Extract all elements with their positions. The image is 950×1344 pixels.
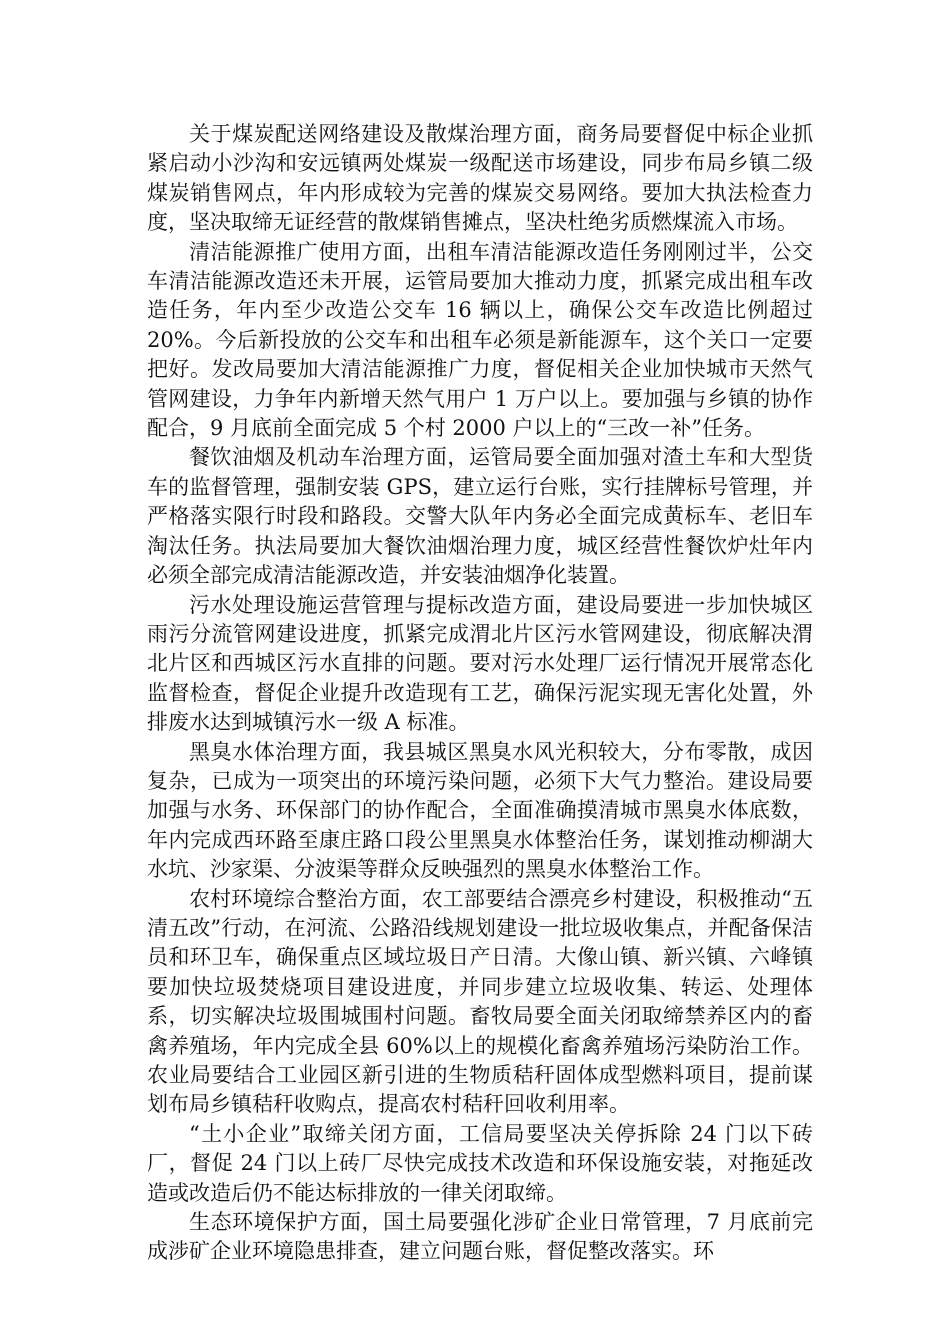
- paragraph-fumes-vehicles: 餐饮油烟及机动车治理方面，运管局要全面加强对渣土车和大型货车的监督管理，强制安装 GPS，建立运行台账，实行挂牌标号管理，并严格落实限行时段和路段。交警大队年内务必全面完成黄标车、老旧车淘汰任务。执法局要加大餐饮油烟治理力度，城区经营性餐饮炉灶年内必须全部完成清洁能源改造，并安装油烟净化装置。: [147, 445, 813, 588]
- paragraph-small-enterprises: “土小企业”取缔关闭方面，工信局要坚决关停拆除 24 门以下砖厂，督促 24 门以上砖厂尽快完成技术改造和环保设施安装，对拖延改造或改造后仍不能达标排放的一律关闭取缔。: [147, 1121, 813, 1205]
- paragraph-clean-energy: 清洁能源推广使用方面，出租车清洁能源改造任务刚刚过半，公交车清洁能源改造还未开展，运管局要加大推动力度，抓紧完成出租车改造任务，年内至少改造公交车 16 辆以上，确保公交车改造比例超过 20%。今后新投放的公交车和出租车必须是新能源车，这个关口一定要把好。发改局要加大清洁能源推广力度，督促相关企业加快城市天然气管网建设，力争年内新增天然气用户 1 万户以上。要加强与乡镇的协作配合，9 月底前全面完成 5 个村 2000 户以上的“三改一补”任务。: [147, 239, 813, 441]
- paragraph-ecological-protection: 生态环境保护方面，国土局要强化涉矿企业日常管理，7 月底前完成涉矿企业环境隐患排查，建立问题台账，督促整改落实。环: [147, 1210, 813, 1264]
- paragraph-sewage-treatment: 污水处理设施运营管理与提标改造方面，建设局要进一步加快城区雨污分流管网建设进度，抓紧完成渭北片区污水管网建设，彻底解决渭北片区和西城区污水直排的问题。要对污水处理厂运行情况开展常态化监督检查，督促企业提升改造现有工艺，确保污泥实现无害化处置，外排废水达到城镇污水一级 A 标准。: [147, 592, 813, 735]
- paragraph-coal-distribution: 关于煤炭配送网络建设及散煤治理方面，商务局要督促中标企业抓紧启动小沙沟和安远镇两处煤炭一级配送市场建设，同步布局乡镇二级煤炭销售网点，年内形成较为完善的煤炭交易网络。要加大执法检查力度，坚决取缔无证经营的散煤销售摊点，坚决杜绝劣质燃煤流入市场。: [147, 122, 813, 235]
- paragraph-rural-environment: 农村环境综合整治方面，农工部要结合漂亮乡村建设，积极推动“五清五改”行动，在河流、公路沿线规划建设一批垃圾收集点，并配备保洁员和环卫车，确保重点区域垃圾日产日清。大像山镇、新兴镇、六峰镇要加快垃圾焚烧项目建设进度，并同步建立垃圾收集、转运、处理体系，切实解决垃圾围城围村问题。畜牧局要全面关闭取缔禁养区内的畜禽养殖场，年内完成全县 60%以上的规模化畜禽养殖场污染防治工作。农业局要结合工业园区新引进的生物质秸秆固体成型燃料项目，提前谋划布局乡镇秸秆收购点，提高农村秸秆回收利用率。: [147, 886, 813, 1117]
- document-body: [147, 120, 813, 1267]
- paragraph-black-odorous-water: 黑臭水体治理方面，我县城区黑臭水风光积较大，分布零散，成因复杂，已成为一项突出的环境污染问题，必须下大气力整治。建设局要加强与水务、环保部门的协作配合，全面准确摸清城市黑臭水体底数，年内完成西环路至康庄路口段公里黑臭水体整治任务，谋划推动柳湖大水坑、沙家渠、分波渠等群众反映强烈的黑臭水体整治工作。: [147, 739, 813, 882]
